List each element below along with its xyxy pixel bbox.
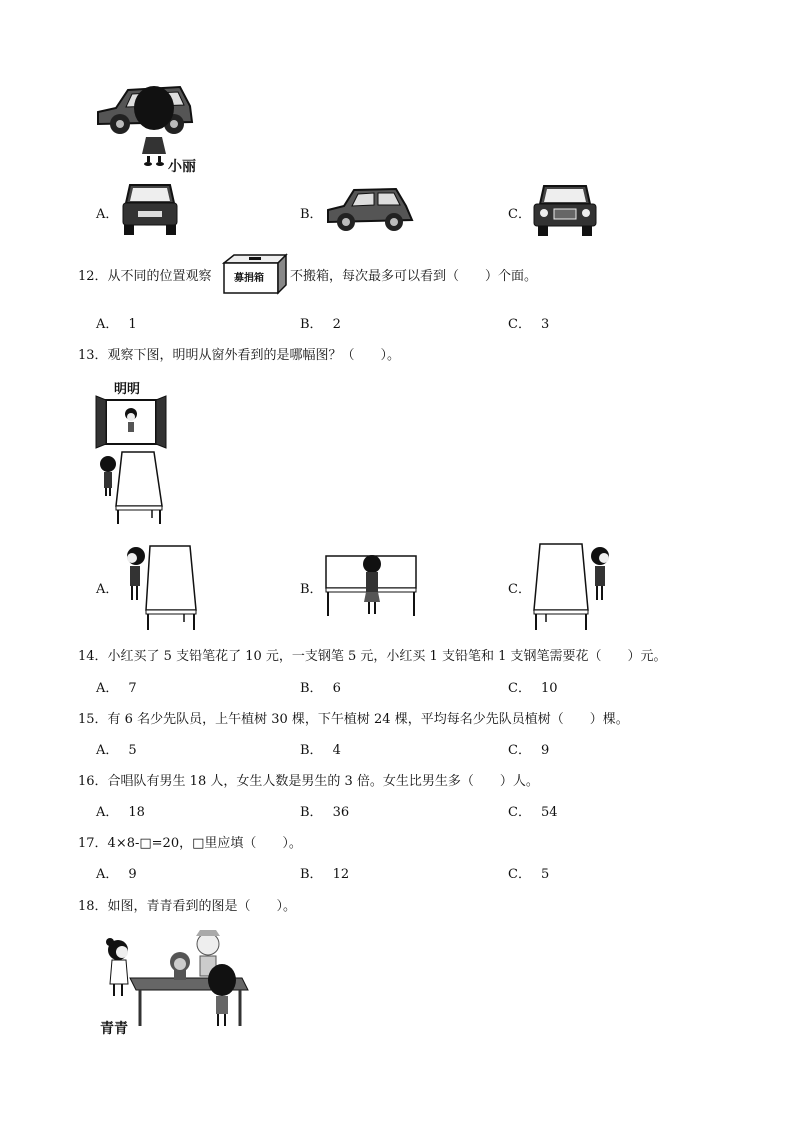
q17-option-a[interactable] <box>96 863 137 882</box>
q17-option-c[interactable] <box>508 863 549 882</box>
option-value: 7 <box>128 681 137 696</box>
option-value: 10 <box>540 681 558 696</box>
q11-option-b[interactable] <box>300 203 323 222</box>
q17-stem: 17．4×8-□=20，□里应填（ ）。 <box>78 836 302 851</box>
qingqing-label: 青青 <box>100 1021 128 1037</box>
q18-main-figure <box>96 922 252 1040</box>
q11-option-a[interactable] <box>96 203 118 222</box>
option-label: A． <box>96 207 119 222</box>
option-label: C． <box>508 317 531 332</box>
q16-stem: 16．合唱队有男生 18 人，女生人数是男生的 3 倍。女生比男生多（ ）人。 <box>78 774 539 789</box>
q12-option-a[interactable] <box>96 313 137 332</box>
option-label: A． <box>96 681 119 696</box>
q11-option-a-figure <box>120 181 180 239</box>
option-label: C． <box>508 743 531 758</box>
q15-option-b[interactable] <box>300 739 341 758</box>
q16-option-a[interactable] <box>96 801 145 820</box>
option-value: 18 <box>128 805 145 820</box>
q18-stem: 18．如图，青青看到的图是（ ）。 <box>78 899 297 914</box>
option-label: A． <box>96 867 119 882</box>
option-label: A． <box>96 743 119 758</box>
q13-main-figure <box>92 378 172 528</box>
option-value: 6 <box>332 681 341 696</box>
q16-option-c[interactable] <box>508 801 558 820</box>
q11-option-c-figure <box>532 182 598 240</box>
q13-option-c[interactable] <box>508 578 531 597</box>
q16-option-b[interactable] <box>300 801 349 820</box>
q13-option-b-figure <box>322 552 420 620</box>
xiaoli-label: 小丽 <box>168 159 196 175</box>
q11-option-b-figure <box>326 186 416 236</box>
option-label: B． <box>300 207 323 222</box>
option-value: 36 <box>332 805 350 820</box>
option-label: B． <box>300 743 323 758</box>
option-value: 9 <box>540 743 550 758</box>
q15-option-c[interactable] <box>508 739 549 758</box>
option-label: B． <box>300 582 323 597</box>
option-label: A． <box>96 582 119 597</box>
option-label: A． <box>96 805 119 820</box>
option-label: B． <box>300 317 323 332</box>
q12-stem <box>78 265 212 284</box>
option-label: B． <box>300 867 323 882</box>
option-value: 12 <box>332 867 350 882</box>
option-value: 4 <box>332 743 341 758</box>
option-label: C． <box>508 805 531 820</box>
q13-option-a[interactable] <box>96 578 118 597</box>
option-label: B． <box>300 681 323 696</box>
q15-stem: 15．有 6 名少先队员，上午植树 30 棵，下午植树 24 棵，平均每名少先队员植树（ ）棵。 <box>78 712 629 727</box>
option-label: C． <box>508 207 531 222</box>
q11-main-figure <box>94 82 224 177</box>
q12-text-after: 不搬箱，每次最多可以看到（ ）个面。 <box>290 269 538 284</box>
option-value: 1 <box>128 317 137 332</box>
q17-option-b[interactable] <box>300 863 349 882</box>
q13-stem: 13．观察下图，明明从窗外看到的是哪幅图？（ ）。 <box>78 348 401 363</box>
option-value: 5 <box>128 743 137 758</box>
mingming-label: 明明 <box>114 382 141 397</box>
q15-option-a[interactable] <box>96 739 137 758</box>
option-value: 9 <box>128 867 137 882</box>
q12-option-b[interactable] <box>300 313 341 332</box>
q14-option-c[interactable] <box>508 677 558 696</box>
q14-option-a[interactable] <box>96 677 137 696</box>
option-value: 2 <box>332 317 341 332</box>
q13-option-c-figure <box>530 540 618 632</box>
donation-box-figure <box>222 253 288 295</box>
q12-text-before: 12．从不同的位置观察 <box>78 269 212 284</box>
q14-stem: 14．小红买了 5 支铅笔花了 10 元，一支钢笔 5 元，小红买 1 支铅笔和 1 支钢笔需要花（ ）元。 <box>78 649 667 664</box>
option-label: C． <box>508 681 531 696</box>
option-label: C． <box>508 582 531 597</box>
option-label: C． <box>508 867 531 882</box>
option-label: B． <box>300 805 323 820</box>
option-value: 5 <box>540 867 550 882</box>
q13-option-a-figure <box>118 542 202 632</box>
donation-box-label: 募捐箱 <box>234 273 264 284</box>
q12-stem-after <box>290 265 537 284</box>
q12-option-c[interactable] <box>508 313 549 332</box>
q13-option-b[interactable] <box>300 578 323 597</box>
q11-option-c[interactable] <box>508 203 531 222</box>
option-value: 3 <box>540 317 550 332</box>
q14-option-b[interactable] <box>300 677 341 696</box>
option-label: A． <box>96 317 119 332</box>
option-value: 54 <box>540 805 558 820</box>
